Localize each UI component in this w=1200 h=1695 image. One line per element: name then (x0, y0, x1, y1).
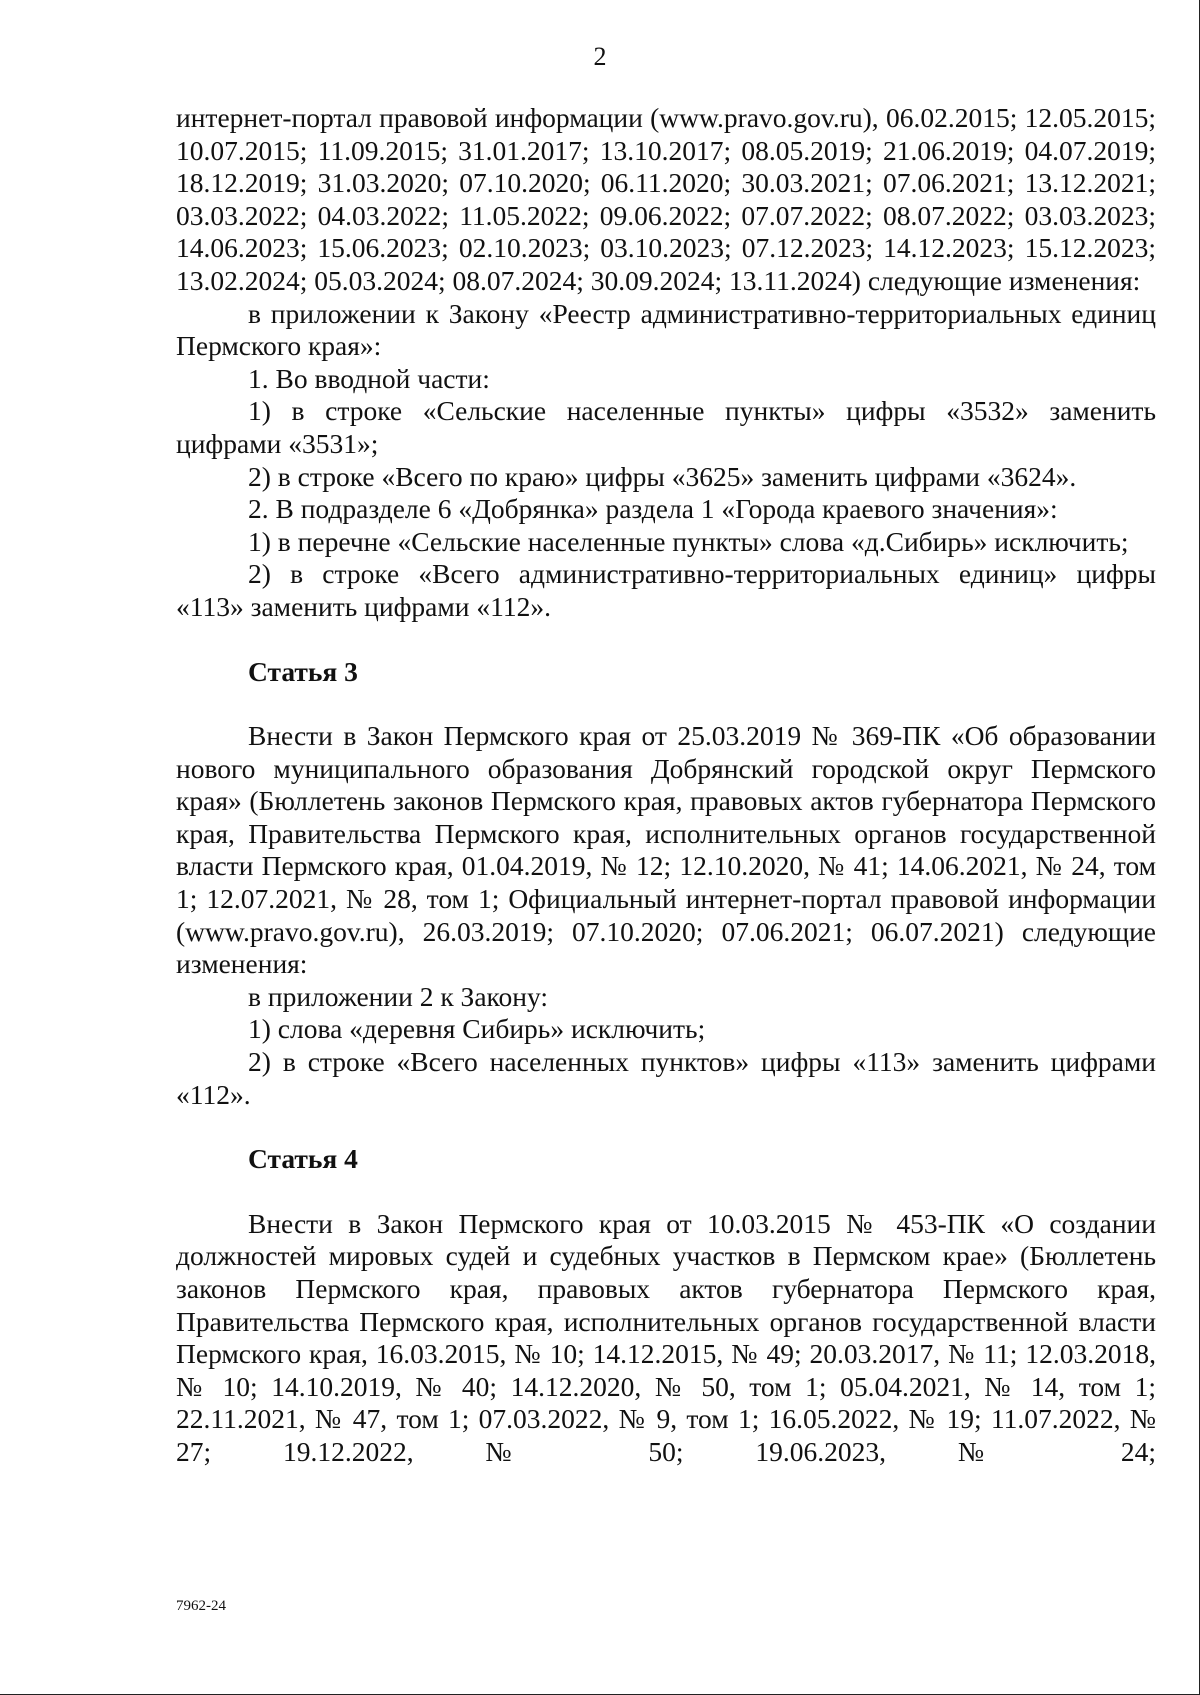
paragraph-rural-settlements: 1) в строке «Сельские населенные пункты» цифры «3532» заменить цифрами «3531»; (176, 395, 1156, 459)
article-3-paragraph-main: Внести в Закон Пермского края от 25.03.2019 № 369-ПК «Об образовании нового муниципального образования Добрянский городской округ Пермского края» (Бюллетень законов Пермского края, правовых актов губернатора Пермского края, Правительства Пермского края, исполнительных органов государственной власти Пермского края, 01.04.2019, № 12; 12.10.2020, № 41; 14.06.2021, № 24, том 1; 12.07.2021, № 28, том 1; Официальный интернет-портал правовой информации (www.pravo.gov.ru), 26.03.2019; 07.10.2020; 07.06.2021; 06.07.2021) следующие изменения: (176, 720, 1156, 980)
article-3-paragraph-appendix: в приложении 2 к Закону: (248, 980, 549, 1012)
paragraph-intro-part: 1. Во вводной части: (248, 362, 490, 394)
paragraph-exclude-sibir: 1) в перечне «Сельские населенные пункты» слова «д.Сибирь» исключить; (248, 525, 1129, 557)
article-3-paragraph-item-1: 1) слова «деревня Сибирь» исключить; (248, 1013, 706, 1045)
paragraph-registry-appendix: в приложении к Закону «Реестр административно-территориальных единиц Пермского края»: (176, 297, 1156, 362)
document-code: 7962-24 (176, 1598, 226, 1614)
paragraph-dobryanka-subsection: 2. В подразделе 6 «Добрянка» раздела 1 «Города краевого значения»: (248, 493, 1058, 525)
article-4-heading: Статья 4 (248, 1143, 358, 1175)
paragraph-total-units: 2) в строке «Всего административно-территориальных единиц» цифры «113» заменить цифрами «112». (176, 558, 1156, 622)
article-4-paragraph-main: Внести в Закон Пермского края от 10.03.2015 № 453-ПК «О создании должностей мировых судей и судебных участков в Пермском крае» (Бюллетень законов Пермского края, правовых актов губернатора Пермского края, Правительства Пермского края, исполнительных органов государственной власти Пермского края, 16.03.2015, № 10; 14.12.2015, № 49; 20.03.2017, № 11; 12.03.2018, № 10; 14.10.2019, № 40; 14.12.2020, № 50, том 1; 05.04.2021, № 14, том 1; 22.11.2021, № 47, том 1; 07.03.2022, № 9, том 1; 16.05.2022, № 19; 11.07.2022, № 27; 19.12.2022, № 50; 19.06.2023, № 24; (176, 1207, 1156, 1467)
article-3-paragraph-item-2: 2) в строке «Всего населенных пунктов» цифры «113» заменить цифрами «112». (176, 1046, 1156, 1110)
article-3-heading: Статья 3 (248, 655, 358, 687)
document-body (176, 102, 1156, 1469)
paragraph-dates-list: интернет-портал правовой информации (www.pravo.gov.ru), 06.02.2015; 12.05.2015; 10.07.2015; 11.09.2015; 31.01.2017; 13.10.2017; 08.05.2019; 21.06.2019; 04.07.2019; 18.12.2019; 31.03.2020; 07.10.2020; 06.11.2020; 30.03.2021; 07.06.2021; 13.12.2021; 03.03.2022; 04.03.2022; 11.05.2022; 09.06.2022; 07.07.2022; 08.07.2022; 03.03.2023; 14.06.2023; 15.06.2023; 02.10.2023; 03.10.2023; 07.12.2023; 14.12.2023; 15.12.2023; 13.02.2024; 05.03.2024; 08.07.2024; 30.09.2024; 13.11.2024) следующие изменения: (176, 102, 1156, 296)
page-number: 2 (593, 42, 607, 71)
paragraph-region-total: 2) в строке «Всего по краю» цифры «3625» заменить цифрами «3624». (248, 460, 1077, 492)
